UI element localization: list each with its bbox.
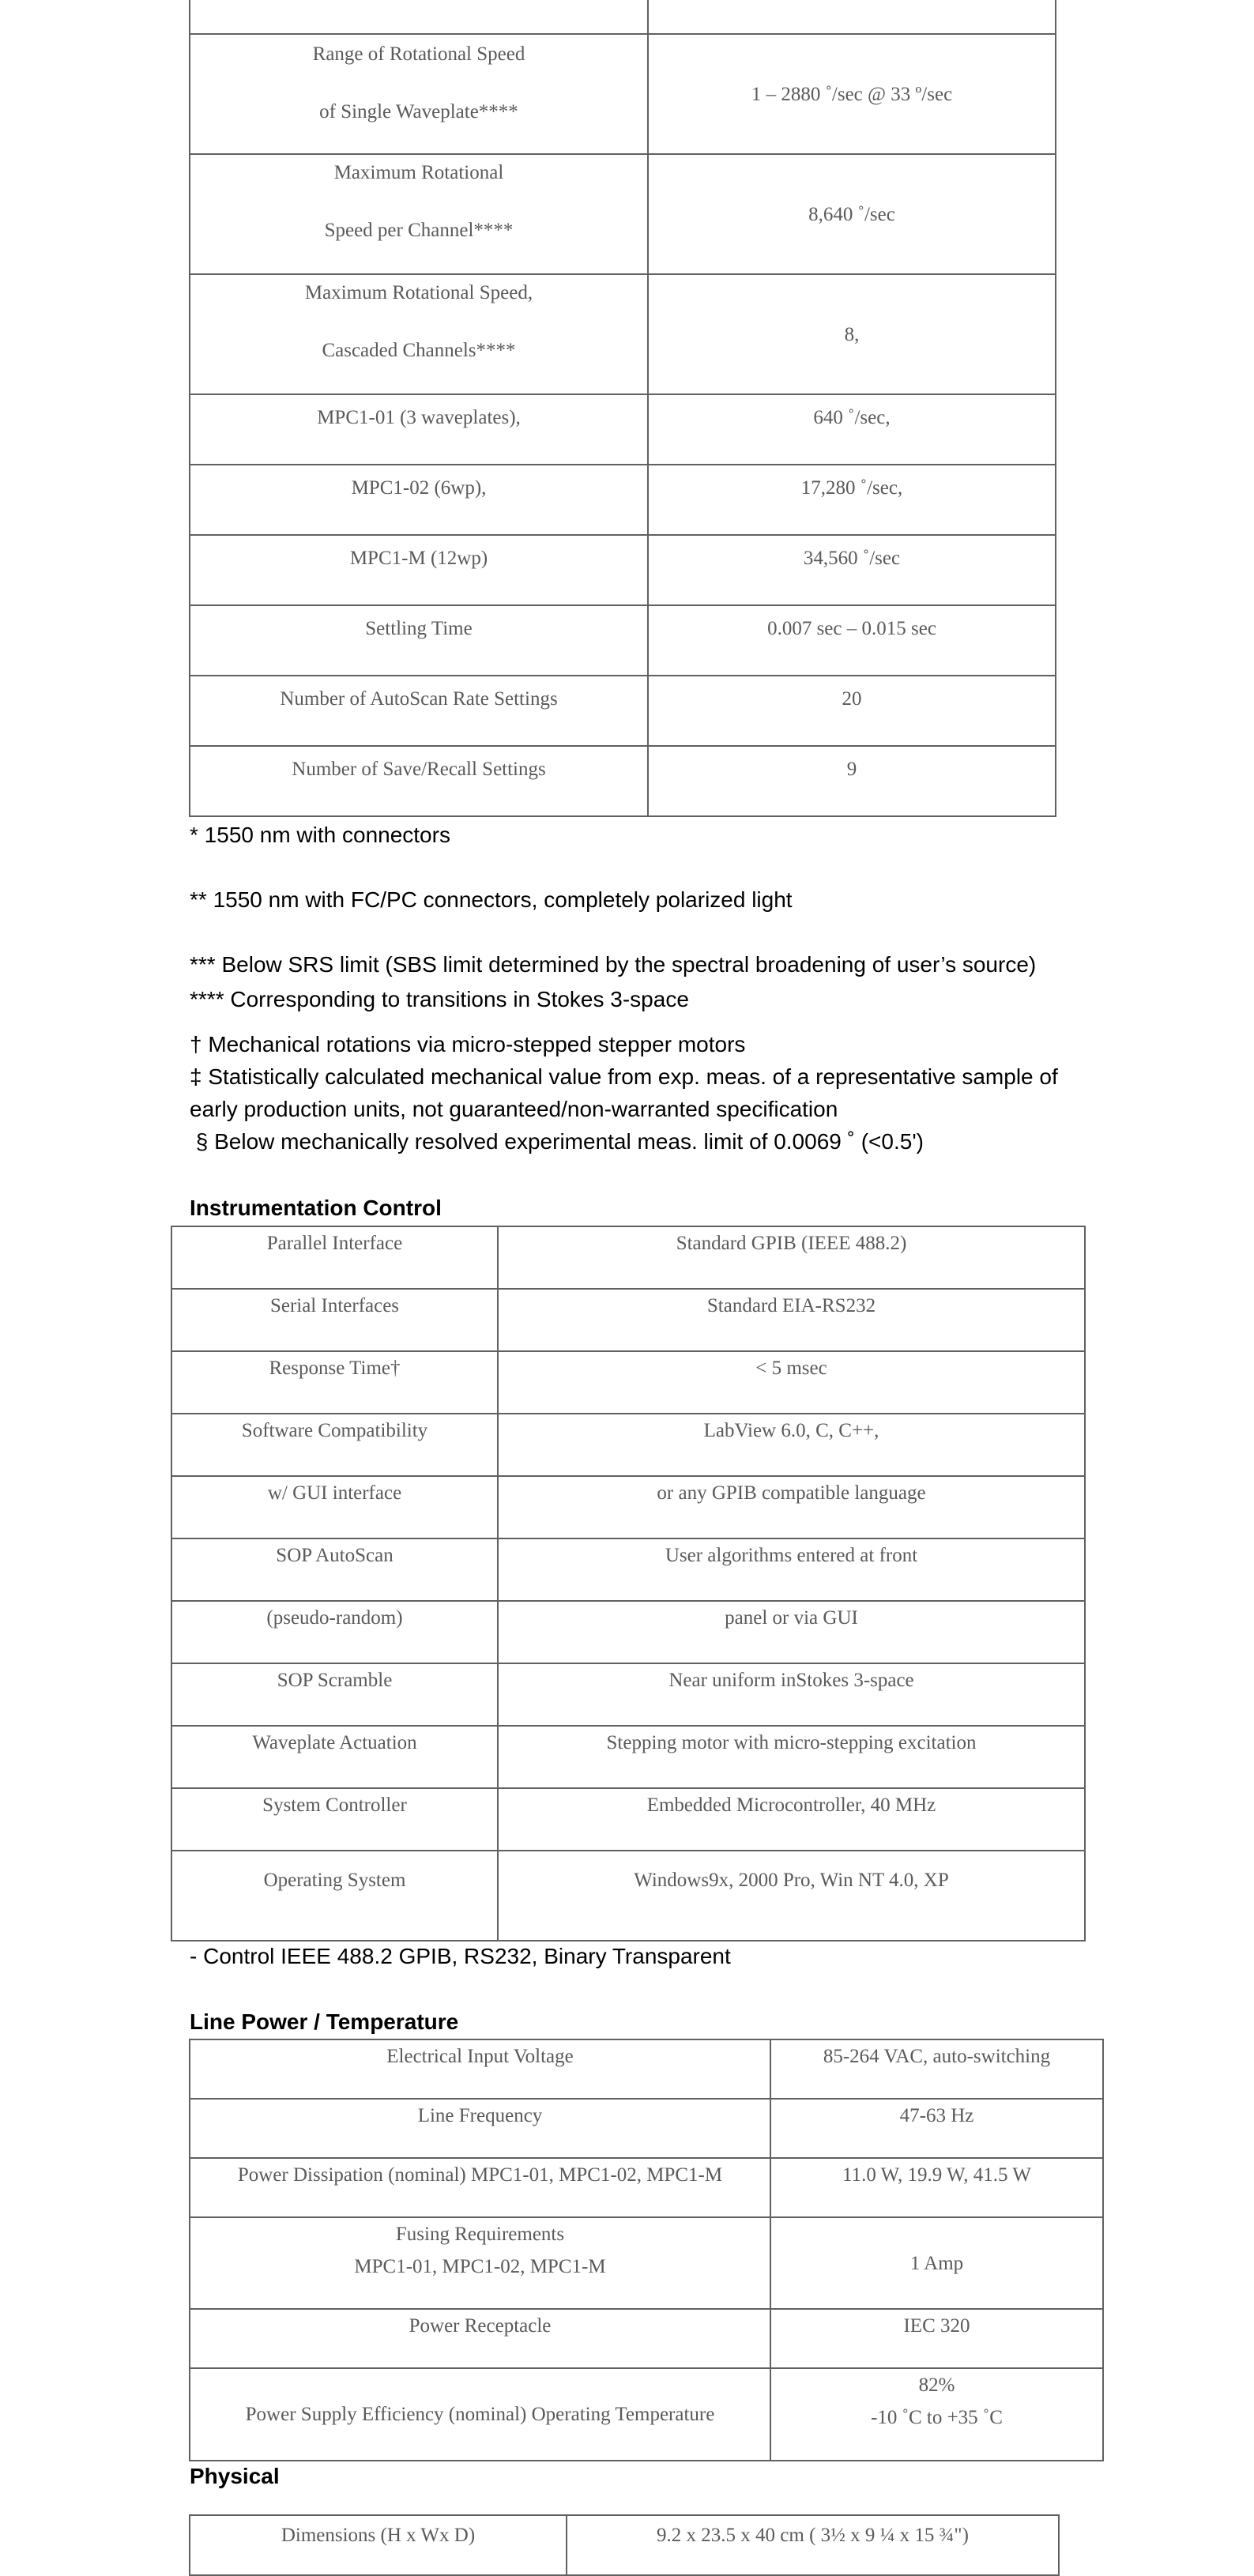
table-row — [171, 1788, 1085, 1851]
row-label: Fusing Requirements MPC1-01, MPC1-02, MPC1-M — [190, 2217, 770, 2309]
row-label: Maximum Rotational Speed per Channel**** — [190, 154, 648, 274]
table-row — [190, 2158, 1103, 2217]
row-label: Power Dissipation (nominal) MPC1-01, MPC1-02, MPC1-M — [190, 2158, 770, 2217]
row-label: Operating System — [171, 1851, 498, 1941]
row-value: 11.0 W, 19.9 W, 41.5 W — [770, 2158, 1103, 2217]
table-row — [190, 394, 1056, 465]
table-row — [190, 34, 1056, 154]
row-value: 9 — [648, 746, 1056, 816]
row-label: Number of Save/Recall Settings — [190, 746, 648, 816]
row-value: 85-264 VAC, auto-switching — [770, 2039, 1103, 2099]
table-row — [190, 2515, 1059, 2575]
table-row — [190, 274, 1056, 394]
table-row — [171, 1663, 1085, 1726]
row-label: Dimensions (H x Wx D) — [190, 2515, 567, 2575]
row-value: < 5 msec — [498, 1351, 1085, 1414]
row-value: Standard GPIB (IEEE 488.2) — [498, 1226, 1085, 1289]
line-power-heading: Line Power / Temperature — [190, 2009, 459, 2034]
row-label: Line Frequency — [190, 2099, 770, 2158]
row-label: Parallel Interface — [171, 1226, 498, 1289]
row-label: MPC1-01 (3 waveplates), — [190, 394, 648, 465]
row-value: Near uniform inStokes 3-space — [498, 1663, 1085, 1726]
row-value: 1 Amp — [770, 2217, 1103, 2309]
table-row — [190, 465, 1056, 535]
row-value: 640 ˚/sec, — [648, 394, 1056, 465]
row-value: panel or via GUI — [498, 1601, 1085, 1663]
table-row — [190, 2099, 1103, 2158]
row-label: Range of Rotational Speed of Single Waveplate**** — [190, 34, 648, 154]
row-label: SOP AutoScan — [171, 1538, 498, 1601]
footnote-dagger: † Mechanical rotations via micro-stepped stepper motors — [190, 1032, 746, 1056]
row-value: Stepping motor with micro-stepping excitation — [498, 1726, 1085, 1788]
row-value: User algorithms entered at front — [498, 1538, 1085, 1601]
row-label: MPC1-02 (6wp), — [190, 465, 648, 535]
row-value: 9.2 x 23.5 x 40 cm ( 3½ x 9 ¼ x 15 ¾") — [567, 2515, 1059, 2575]
row-value: Embedded Microcontroller, 40 MHz — [498, 1788, 1085, 1851]
table-row — [190, 2309, 1103, 2368]
footnote-connectors: * 1550 nm with connectors — [190, 823, 450, 847]
table-row — [171, 1538, 1085, 1601]
footnote-double-dagger-cont: early production units, not guaranteed/non-warranted specification — [190, 1097, 838, 1121]
instrumentation-table — [171, 1226, 1086, 1941]
physical-heading: Physical — [190, 2464, 280, 2488]
table-row — [171, 1601, 1085, 1663]
row-label: Response Time† — [171, 1351, 498, 1414]
row-label: System Controller — [171, 1788, 498, 1851]
row-value: 8,640 ˚/sec — [648, 154, 1056, 274]
row-value: LabView 6.0, C, C++, — [498, 1414, 1085, 1476]
table-row — [171, 1851, 1085, 1941]
row-label: Electrical Input Voltage — [190, 2039, 770, 2099]
instrumentation-heading: Instrumentation Control — [190, 1196, 442, 1220]
footnote-double-dagger: ‡ Statistically calculated mechanical value from exp. meas. of a representative sample of — [190, 1064, 1058, 1089]
table-row — [190, 676, 1056, 746]
footnote-stokes: **** Corresponding to transitions in Stokes 3-space — [190, 987, 689, 1011]
row-label: Power Receptacle — [190, 2309, 770, 2368]
row-value: 20 — [648, 676, 1056, 746]
row-label: MPC1-M (12wp) — [190, 535, 648, 605]
footnote-section: § Below mechanically resolved experimental meas. limit of 0.0069 ˚ (<0.5') — [190, 1129, 924, 1154]
table-row — [171, 1351, 1085, 1414]
table-row — [190, 746, 1056, 816]
row-value: IEC 320 — [770, 2309, 1103, 2368]
row-label: Maximum Rotational Speed, Cascaded Channels**** — [190, 274, 648, 394]
row-label: Software Compatibility — [171, 1414, 498, 1476]
line-power-table — [189, 2039, 1104, 2461]
table-row — [190, 2217, 1103, 2309]
row-label: Settling Time — [190, 605, 648, 676]
table-row — [171, 1414, 1085, 1476]
row-label: Serial Interfaces — [171, 1289, 498, 1351]
row-label: (pseudo-random) — [171, 1601, 498, 1663]
row-label: Waveplate Actuation — [171, 1726, 498, 1788]
row-value: 8, — [648, 274, 1056, 394]
row-value: or any GPIB compatible language — [498, 1476, 1085, 1538]
row-value — [648, 0, 1056, 34]
row-value: Standard EIA-RS232 — [498, 1289, 1085, 1351]
table-row — [171, 1289, 1085, 1351]
row-value: 34,560 ˚/sec — [648, 535, 1056, 605]
footnote-srs-limit: *** Below SRS limit (SBS limit determined by the spectral broadening of user’s source) — [190, 952, 1037, 977]
row-label: Power Supply Efficiency (nominal) Operating Temperature — [190, 2368, 770, 2461]
table-row — [190, 535, 1056, 605]
physical-table — [189, 2514, 1060, 2576]
row-value: 47-63 Hz — [770, 2099, 1103, 2158]
row-value: Windows9x, 2000 Pro, Win NT 4.0, XP — [498, 1851, 1085, 1941]
row-label: w/ GUI interface — [171, 1476, 498, 1538]
table-row — [190, 2039, 1103, 2099]
table-row — [190, 2368, 1103, 2461]
table-row — [190, 154, 1056, 274]
table-row — [190, 0, 1056, 34]
footnote-fcpc: ** 1550 nm with FC/PC connectors, completely polarized light — [190, 887, 793, 912]
row-value: 1 – 2880 ˚/sec @ 33 º/sec — [648, 34, 1056, 154]
row-label: SOP Scramble — [171, 1663, 498, 1726]
row-value: 0.007 sec – 0.015 sec — [648, 605, 1056, 676]
table-row — [190, 605, 1056, 676]
table-row — [171, 1726, 1085, 1788]
row-label — [190, 0, 648, 34]
performance-table — [189, 0, 1056, 817]
instrumentation-note: - Control IEEE 488.2 GPIB, RS232, Binary Transparent — [190, 1944, 731, 1968]
table-row — [171, 1226, 1085, 1289]
row-value: 82% -10 ˚C to +35 ˚C — [770, 2368, 1103, 2461]
row-label: Number of AutoScan Rate Settings — [190, 676, 648, 746]
row-value: 17,280 ˚/sec, — [648, 465, 1056, 535]
table-row — [171, 1476, 1085, 1538]
